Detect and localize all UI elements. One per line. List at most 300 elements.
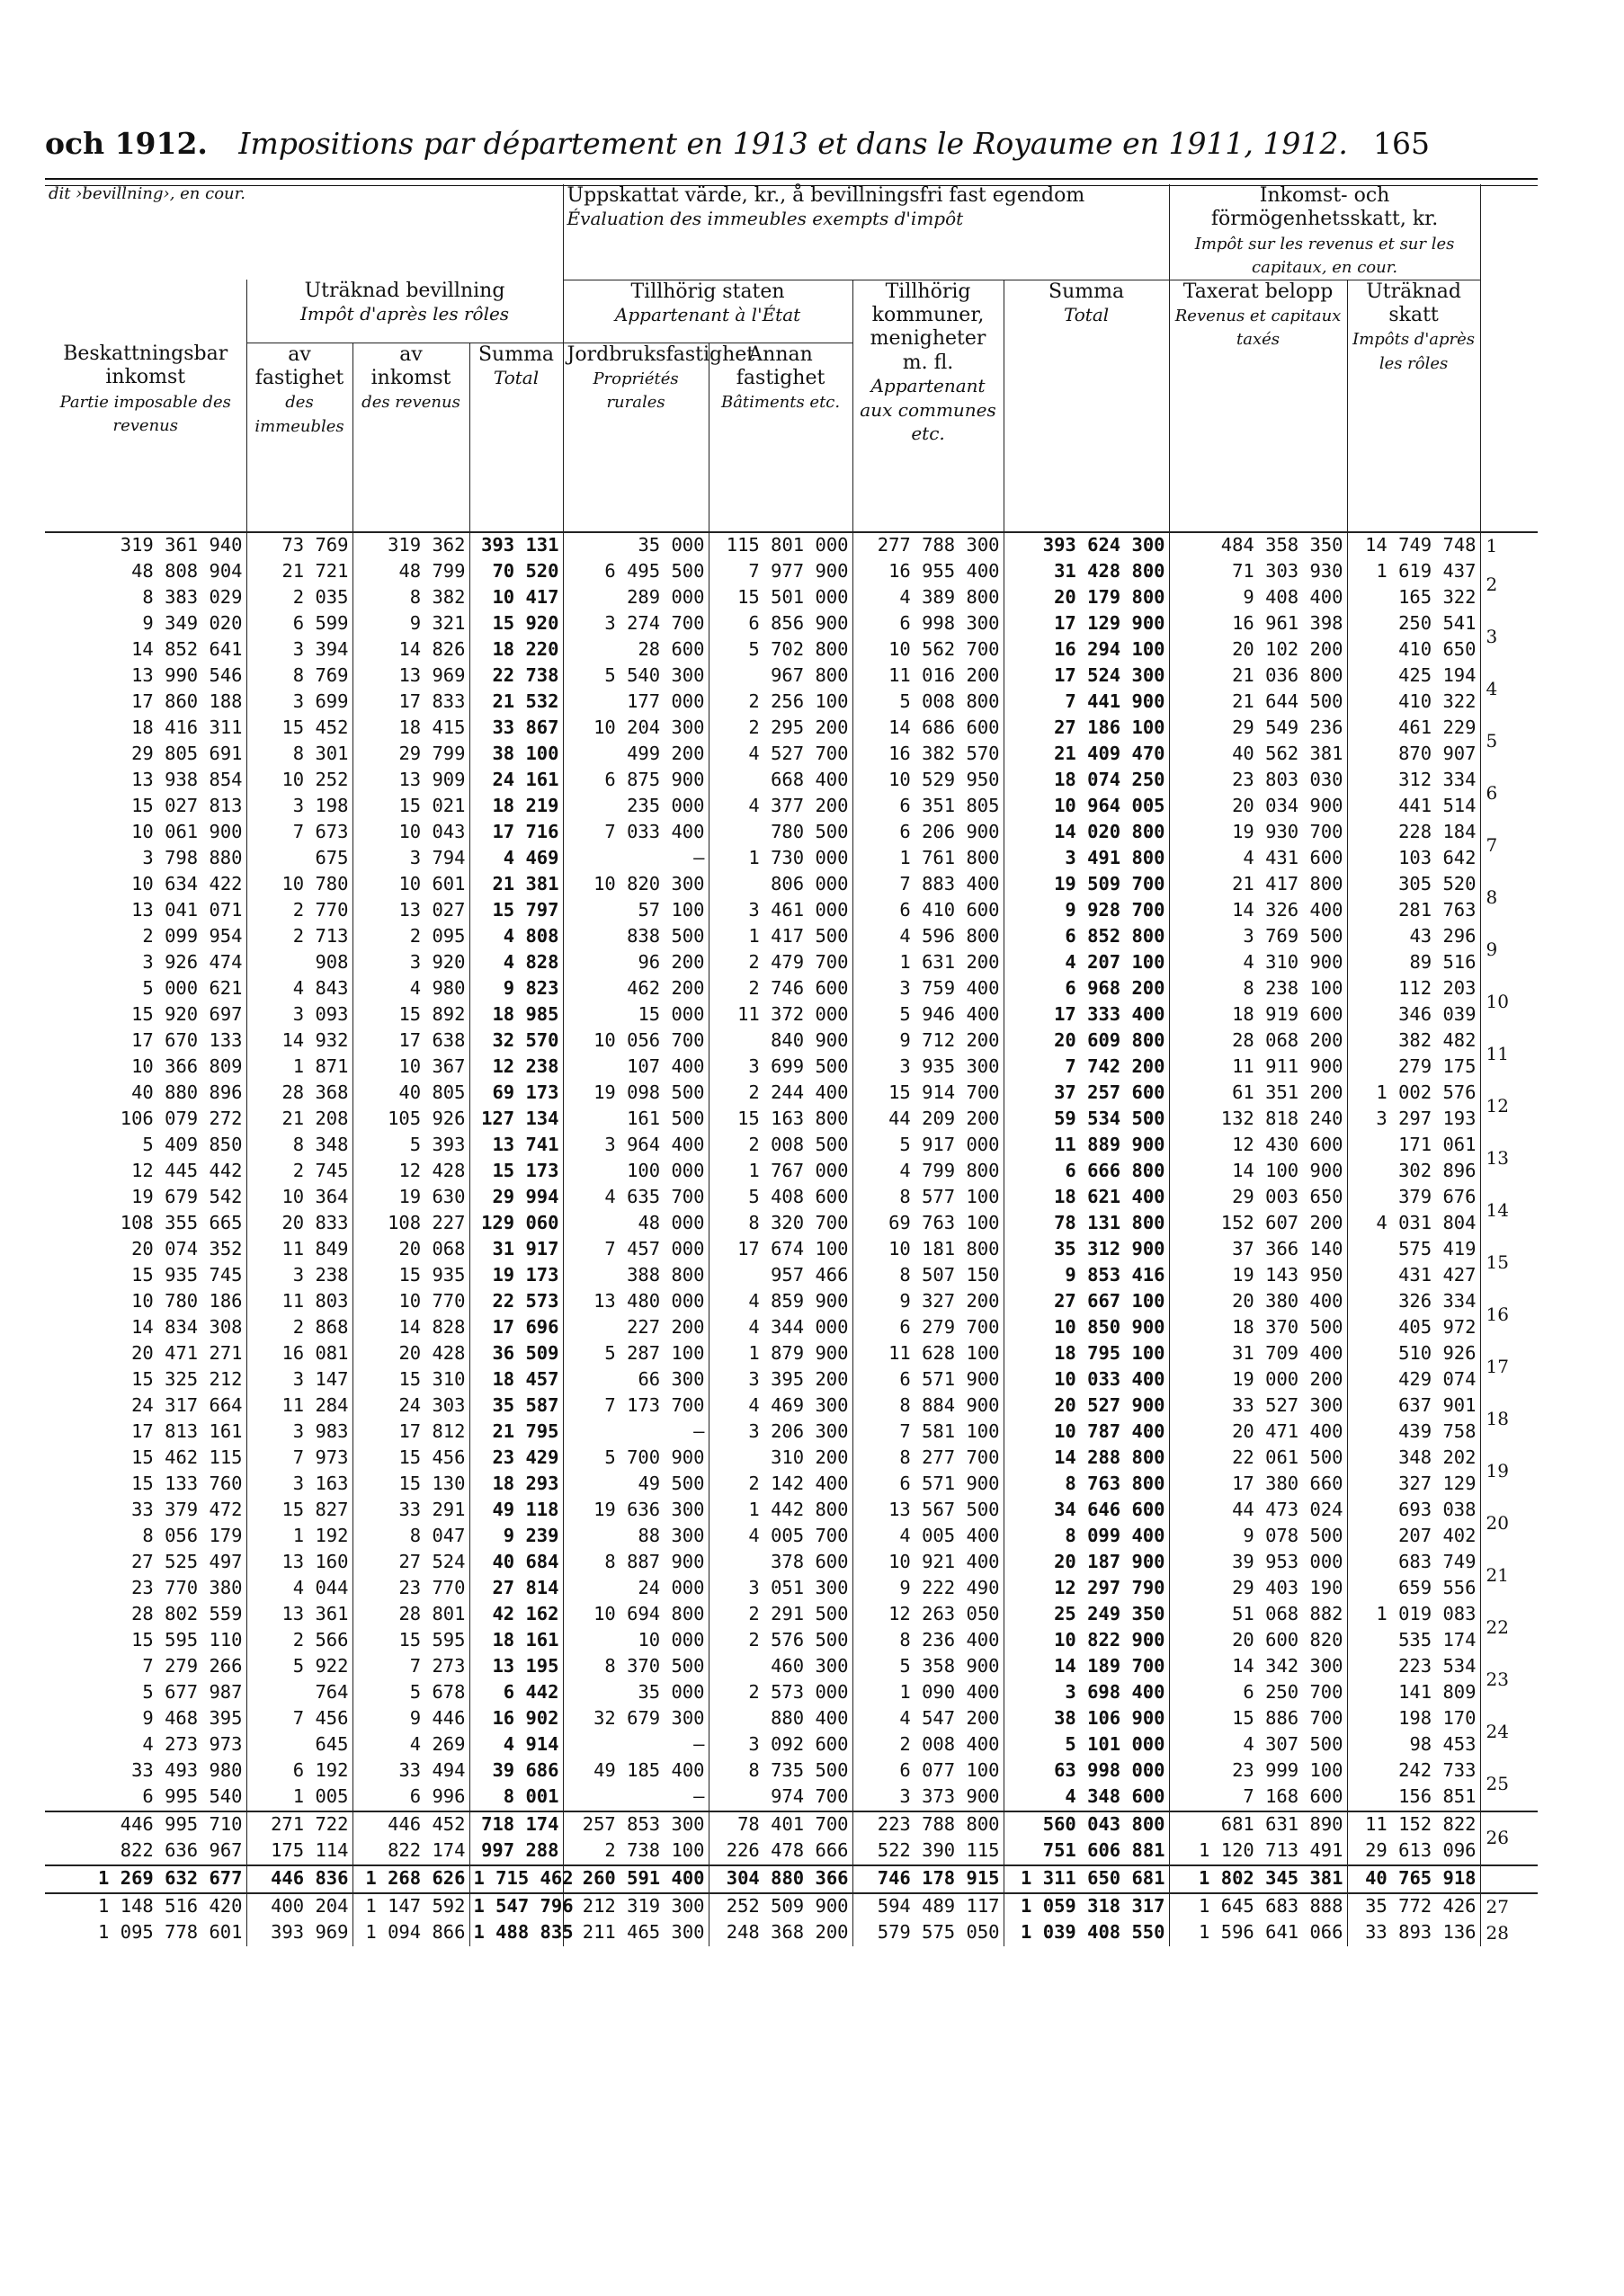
table-row [45, 1602, 1538, 1628]
cell: 16 902 [469, 1706, 563, 1732]
cell: 15 027 813 [131, 795, 243, 817]
cell: 20 609 800 [1004, 1028, 1169, 1055]
cell: 3 206 300 [709, 1419, 852, 1446]
cell: 304 880 366 [709, 1865, 852, 1893]
cell: 15 595 [352, 1628, 469, 1654]
table-row [45, 559, 1538, 585]
cell: 3 699 500 [709, 1055, 852, 1081]
cell: 957 466 [709, 1263, 852, 1289]
cell: 327 129 [1347, 1472, 1480, 1498]
cell: 10 529 950 [852, 768, 1004, 794]
cell: 235 000 [563, 794, 709, 820]
cell: 9 222 490 [852, 1576, 1004, 1602]
cell: 19 636 300 [563, 1498, 709, 1524]
cell: 289 000 [563, 585, 709, 611]
cell: 13 160 [246, 1550, 352, 1576]
cell: 2 142 400 [709, 1472, 852, 1498]
row-number: 28 [1480, 1920, 1538, 1946]
cell: 9 468 395 [142, 1707, 243, 1730]
cell: 8 383 029 [142, 586, 243, 609]
cell: 17 670 133 [131, 1029, 243, 1052]
cell: 10 417 [469, 585, 563, 611]
cell: 31 917 [469, 1237, 563, 1263]
cell: 33 291 [352, 1498, 469, 1524]
cell: 48 808 904 [131, 560, 243, 583]
table-row [45, 1472, 1538, 1498]
table-row [45, 976, 1538, 1002]
cell: 8 370 500 [563, 1654, 709, 1680]
cell: 100 000 [563, 1159, 709, 1185]
cell: 22 061 500 [1169, 1446, 1347, 1472]
cell: 23 429 [469, 1446, 563, 1472]
cell: 15 452 [246, 716, 352, 742]
cell: 24 317 664 [131, 1394, 243, 1417]
cell: 228 184 [1347, 820, 1480, 846]
cell: 14 826 [352, 637, 469, 663]
row-number: 7 [1480, 820, 1538, 872]
cell: 2 573 000 [709, 1680, 852, 1706]
cell: 510 926 [1347, 1341, 1480, 1367]
cell: 11 372 000 [709, 1002, 852, 1028]
cell: 14 100 900 [1169, 1159, 1347, 1185]
cell: 13 567 500 [852, 1498, 1004, 1524]
cell: 9 928 700 [1004, 898, 1169, 924]
cell: 1 488 835 [469, 1920, 563, 1946]
table-row [45, 1838, 1538, 1865]
cell: 8 348 [246, 1133, 352, 1159]
cell: 211 465 300 [563, 1920, 709, 1946]
cell: 5 677 987 [142, 1681, 243, 1704]
cell: 242 733 [1347, 1758, 1480, 1784]
cell: 8 001 [469, 1784, 563, 1811]
cell: 21 036 800 [1169, 663, 1347, 690]
cell: 223 534 [1347, 1654, 1480, 1680]
row-number: 25 [1480, 1758, 1538, 1811]
cell: 594 489 117 [852, 1893, 1004, 1920]
cell: 11 016 200 [852, 663, 1004, 690]
cell: 10 061 900 [131, 821, 243, 843]
cell: 71 303 930 [1169, 559, 1347, 585]
header-taxerat: Taxerat belopp Revenus et capitaux taxés [1169, 280, 1347, 531]
row-number: 2 [1480, 559, 1538, 611]
cell: 7 673 [246, 820, 352, 846]
cell: 7 168 600 [1169, 1784, 1347, 1811]
cell: 18 415 [352, 716, 469, 742]
cell: 2 099 954 [142, 925, 243, 948]
cell: 319 361 940 [120, 534, 243, 556]
cell: 10 364 [246, 1185, 352, 1211]
cell: 10 252 [246, 768, 352, 794]
cell: 6 250 700 [1169, 1680, 1347, 1706]
cell: 19 098 500 [563, 1081, 709, 1107]
row-number: 1 [1480, 532, 1538, 559]
cell: 11 889 900 [1004, 1133, 1169, 1159]
cell: 49 185 400 [563, 1758, 709, 1784]
table-row [45, 950, 1538, 976]
cell: 15 595 110 [131, 1629, 243, 1651]
cell: 4 828 [469, 950, 563, 976]
cell: 257 853 300 [563, 1811, 709, 1838]
cell: 6 192 [246, 1758, 352, 1784]
cell: 279 175 [1347, 1055, 1480, 1081]
cell: 132 818 240 [1169, 1107, 1347, 1133]
cell: 7 173 700 [563, 1393, 709, 1419]
cell: 18 795 100 [1004, 1341, 1169, 1367]
cell: 8 735 500 [709, 1758, 852, 1784]
cell: 29 799 [352, 742, 469, 768]
cell: 57 100 [563, 898, 709, 924]
cell: 29 805 691 [131, 743, 243, 765]
cell: 7 977 900 [709, 559, 852, 585]
cell: 11 803 [246, 1289, 352, 1315]
cell: 10 033 400 [1004, 1367, 1169, 1393]
cell: 33 893 136 [1347, 1920, 1480, 1946]
table-row [45, 690, 1538, 716]
cell: 382 482 [1347, 1028, 1480, 1055]
cell: 4 207 100 [1004, 950, 1169, 976]
cell: 14 834 308 [131, 1316, 243, 1339]
cell: 38 100 [469, 742, 563, 768]
cell: 535 174 [1347, 1628, 1480, 1654]
cell: 1 715 462 [469, 1865, 563, 1893]
cell: 1 019 083 [1347, 1602, 1480, 1628]
cell: 21 417 800 [1169, 872, 1347, 898]
cell: 461 229 [1347, 716, 1480, 742]
cell: 10 921 400 [852, 1550, 1004, 1576]
cell: 3 147 [246, 1367, 352, 1393]
row-number: 16 [1480, 1289, 1538, 1341]
table-row [45, 1446, 1538, 1472]
cell: 24 000 [563, 1576, 709, 1602]
cell: 10 964 005 [1004, 794, 1169, 820]
cell: 13 195 [469, 1654, 563, 1680]
cell: 39 686 [469, 1758, 563, 1784]
cell: 3 794 [352, 846, 469, 872]
cell: 1 059 318 317 [1004, 1893, 1169, 1920]
row-number: 17 [1480, 1341, 1538, 1393]
cell: 1 005 [246, 1784, 352, 1811]
cell: 8 047 [352, 1524, 469, 1550]
cell: 25 249 350 [1004, 1602, 1169, 1628]
cell: 38 106 900 [1004, 1706, 1169, 1732]
cell: 764 [246, 1680, 352, 1706]
table-row [45, 663, 1538, 690]
cell: 78 401 700 [709, 1811, 852, 1838]
cell: 10 780 [246, 872, 352, 898]
cell: 29 613 096 [1347, 1838, 1480, 1865]
row-number: 5 [1480, 716, 1538, 768]
cell: 1 645 683 888 [1169, 1893, 1347, 1920]
cell: 2 713 [246, 924, 352, 950]
cell: 4 635 700 [563, 1185, 709, 1211]
cell: 425 194 [1347, 663, 1480, 690]
table-row [45, 1706, 1538, 1732]
cell: 10 822 900 [1004, 1628, 1169, 1654]
cell: 13 938 854 [131, 769, 243, 791]
cell: 22 573 [469, 1289, 563, 1315]
cell: 277 788 300 [852, 532, 1004, 559]
cell: 11 911 900 [1169, 1055, 1347, 1081]
cell: 17 696 [469, 1315, 563, 1341]
cell: 3 394 [246, 637, 352, 663]
table-row [45, 768, 1538, 794]
cell: 4 547 200 [852, 1706, 1004, 1732]
row-number: 12 [1480, 1081, 1538, 1133]
cell: 48 000 [563, 1211, 709, 1237]
cell: 165 322 [1347, 585, 1480, 611]
cell: 44 209 200 [852, 1107, 1004, 1133]
cell: 18 220 [469, 637, 563, 663]
cell: 35 772 426 [1347, 1893, 1480, 1920]
cell: 3 373 900 [852, 1784, 1004, 1811]
cell: 98 453 [1347, 1732, 1480, 1758]
table-row [45, 1654, 1538, 1680]
table-row [45, 532, 1538, 559]
table-row [45, 1081, 1538, 1107]
cell: 681 631 890 [1169, 1811, 1347, 1838]
cell: 161 500 [563, 1107, 709, 1133]
table-row [45, 637, 1538, 663]
cell: 248 368 200 [709, 1920, 852, 1946]
cell: 27 667 100 [1004, 1289, 1169, 1315]
cell: 3 051 300 [709, 1576, 852, 1602]
cell: 3 926 474 [142, 951, 243, 974]
cell: 73 769 [246, 532, 352, 559]
cell: 66 300 [563, 1367, 709, 1393]
cell: 15 886 700 [1169, 1706, 1347, 1732]
cell: 2 244 400 [709, 1081, 852, 1107]
cell: 18 919 600 [1169, 1002, 1347, 1028]
cell: 106 079 272 [120, 1108, 243, 1130]
cell: 1 631 200 [852, 950, 1004, 976]
header-skatt: Uträknad skatt Impôts d'après les rôles [1347, 280, 1480, 531]
cell: 5 393 [352, 1133, 469, 1159]
cell: 6 998 300 [852, 611, 1004, 637]
cell: 840 900 [709, 1028, 852, 1055]
cell: 1 802 345 381 [1169, 1865, 1347, 1893]
cell: 24 161 [469, 768, 563, 794]
row-number: 21 [1480, 1550, 1538, 1602]
cell: 7 883 400 [852, 872, 1004, 898]
cell: 19 509 700 [1004, 872, 1169, 898]
cell: 462 200 [563, 976, 709, 1002]
cell: 806 000 [709, 872, 852, 898]
cell: 3 163 [246, 1472, 352, 1498]
cell: 7 456 [246, 1706, 352, 1732]
cell: 17 833 [352, 690, 469, 716]
cell: 2 008 400 [852, 1732, 1004, 1758]
header-av-inkomst: av inkomst des revenus [352, 343, 469, 531]
cell: 1 619 437 [1347, 559, 1480, 585]
cell: 12 297 790 [1004, 1576, 1169, 1602]
cell: 23 770 380 [131, 1577, 243, 1599]
cell: 35 000 [563, 1680, 709, 1706]
cell: 33 527 300 [1169, 1393, 1347, 1419]
grand-total-row [45, 1865, 1538, 1893]
header-jordbruk: Jordbruksfastighet Propriétés rurales [563, 343, 709, 531]
cell: 6 852 800 [1004, 924, 1169, 950]
table-row [45, 585, 1538, 611]
cell: 69 173 [469, 1081, 563, 1107]
cell: 10 367 [352, 1055, 469, 1081]
cell: 441 514 [1347, 794, 1480, 820]
cell: 61 351 200 [1169, 1081, 1347, 1107]
table-row [45, 1628, 1538, 1654]
cell: 659 556 [1347, 1576, 1480, 1602]
cell: 20 833 [246, 1211, 352, 1237]
cell: 9 446 [352, 1706, 469, 1732]
cell: 4 348 600 [1004, 1784, 1169, 1811]
row-number: 10 [1480, 976, 1538, 1028]
cell: 13 480 000 [563, 1289, 709, 1315]
cell: 780 500 [709, 820, 852, 846]
cell: 20 102 200 [1169, 637, 1347, 663]
header-staten: Tillhörig staten Appartenant à l'État [563, 280, 852, 343]
cell: 17 813 161 [131, 1420, 243, 1443]
cell: 1 268 626 [352, 1865, 469, 1893]
cell: 1 120 713 491 [1169, 1838, 1347, 1865]
page-header [45, 126, 1448, 180]
cell: 28 801 [352, 1602, 469, 1628]
cell: 4 307 500 [1169, 1732, 1347, 1758]
cell: 8 238 100 [1169, 976, 1347, 1002]
cell: 115 801 000 [709, 532, 852, 559]
cell: 14 342 300 [1169, 1654, 1347, 1680]
cell: 379 676 [1347, 1185, 1480, 1211]
cell: 8 099 400 [1004, 1524, 1169, 1550]
cell: 675 [246, 846, 352, 872]
row-number: 18 [1480, 1393, 1538, 1446]
table-row [45, 1811, 1538, 1838]
cell: 6 279 700 [852, 1315, 1004, 1341]
cell: 4 044 [246, 1576, 352, 1602]
cell: 14 288 800 [1004, 1446, 1169, 1472]
column-headers [45, 184, 1538, 531]
cell: 17 674 100 [709, 1237, 852, 1263]
header-utraknad: Uträknad bevillning Impôt d'après les rôles [246, 280, 563, 343]
cell: 5 101 000 [1004, 1732, 1169, 1758]
cell: 9 408 400 [1169, 585, 1347, 611]
cell: 19 173 [469, 1263, 563, 1289]
cell: 645 [246, 1732, 352, 1758]
cell: 23 770 [352, 1576, 469, 1602]
cell: 5 702 800 [709, 637, 852, 663]
header-fastighet: av fastighet des immeubles [246, 343, 352, 531]
cell: 22 738 [469, 663, 563, 690]
cell: 326 334 [1347, 1289, 1480, 1315]
cell: 4 527 700 [709, 742, 852, 768]
cell: 310 200 [709, 1446, 852, 1472]
cell: 5 408 600 [709, 1185, 852, 1211]
cell: 5 358 900 [852, 1654, 1004, 1680]
cell: 20 068 [352, 1237, 469, 1263]
cell: 15 462 115 [131, 1446, 243, 1469]
cell: 5 287 100 [563, 1341, 709, 1367]
cell: 7 033 400 [563, 820, 709, 846]
cell: 8 236 400 [852, 1628, 1004, 1654]
cell: 15 920 697 [131, 1003, 243, 1026]
cell: 880 400 [709, 1706, 852, 1732]
cell: 10 634 422 [131, 873, 243, 895]
cell: 400 204 [246, 1893, 352, 1920]
cell: 2 770 [246, 898, 352, 924]
cell: 5 409 850 [142, 1134, 243, 1156]
table-row [45, 1893, 1538, 1920]
cell: 33 494 [352, 1758, 469, 1784]
cell: 24 303 [352, 1393, 469, 1419]
cell: 1 094 866 [352, 1920, 469, 1946]
cell: 37 366 140 [1169, 1237, 1347, 1263]
cell: 39 953 000 [1169, 1550, 1347, 1576]
cell: 175 114 [246, 1838, 352, 1865]
cell: 3 198 [246, 794, 352, 820]
cell: 3 983 [246, 1419, 352, 1446]
cell: 29 549 236 [1169, 716, 1347, 742]
cell: 2 566 [246, 1628, 352, 1654]
cell: 1 596 641 066 [1169, 1920, 1347, 1946]
cell: 718 174 [469, 1811, 563, 1838]
cell: 32 679 300 [563, 1706, 709, 1732]
cell: 8 382 [352, 585, 469, 611]
cell: 15 021 [352, 794, 469, 820]
cell: 446 452 [352, 1811, 469, 1838]
cell: 27 524 [352, 1550, 469, 1576]
cell: 14 852 641 [131, 638, 243, 661]
cell: 42 162 [469, 1602, 563, 1628]
cell: 15 935 745 [131, 1264, 243, 1286]
cell: 152 607 200 [1169, 1211, 1347, 1237]
cell: 4 431 600 [1169, 846, 1347, 872]
cell: 4 843 [246, 976, 352, 1002]
cell: 17 380 660 [1169, 1472, 1347, 1498]
cell: 908 [246, 950, 352, 976]
cell: 29 994 [469, 1185, 563, 1211]
cell: 18 985 [469, 1002, 563, 1028]
cell: — [563, 1419, 709, 1446]
cell: 17 860 188 [131, 690, 243, 713]
table-row [45, 1107, 1538, 1133]
row-number: 8 [1480, 872, 1538, 924]
cell: 4 799 800 [852, 1159, 1004, 1185]
header-inkomst-col: Beskattningsbar inkomst Partie imposable des revenus [59, 343, 231, 436]
cell: 18 621 400 [1004, 1185, 1169, 1211]
cell: — [563, 1732, 709, 1758]
cell: 18 416 311 [131, 716, 243, 739]
cell: 89 516 [1347, 950, 1480, 976]
cell: 10 056 700 [563, 1028, 709, 1055]
cell: 1 871 [246, 1055, 352, 1081]
cell: 5 540 300 [563, 663, 709, 690]
cell: 12 263 050 [852, 1602, 1004, 1628]
cell: 1 090 400 [852, 1680, 1004, 1706]
cell: 348 202 [1347, 1446, 1480, 1472]
cell: 8 577 100 [852, 1185, 1004, 1211]
cell: 226 478 666 [709, 1838, 852, 1865]
statistics-table [45, 184, 1538, 1946]
cell: 6 077 100 [852, 1758, 1004, 1784]
cell: 35 000 [563, 532, 709, 559]
cell: 14 932 [246, 1028, 352, 1055]
cell: 16 081 [246, 1341, 352, 1367]
cell: 112 203 [1347, 976, 1480, 1002]
cell: 21 532 [469, 690, 563, 716]
row-number: 15 [1480, 1237, 1538, 1289]
header-inkomst: Inkomst- och förmögenhetsskatt, kr. Impôt sur les revenus et sur les capitaux, en cour. [1169, 184, 1480, 280]
cell: 3 491 800 [1004, 846, 1169, 872]
cell: 522 390 115 [852, 1838, 1004, 1865]
cell: 4 344 000 [709, 1315, 852, 1341]
cell: 10 601 [352, 872, 469, 898]
